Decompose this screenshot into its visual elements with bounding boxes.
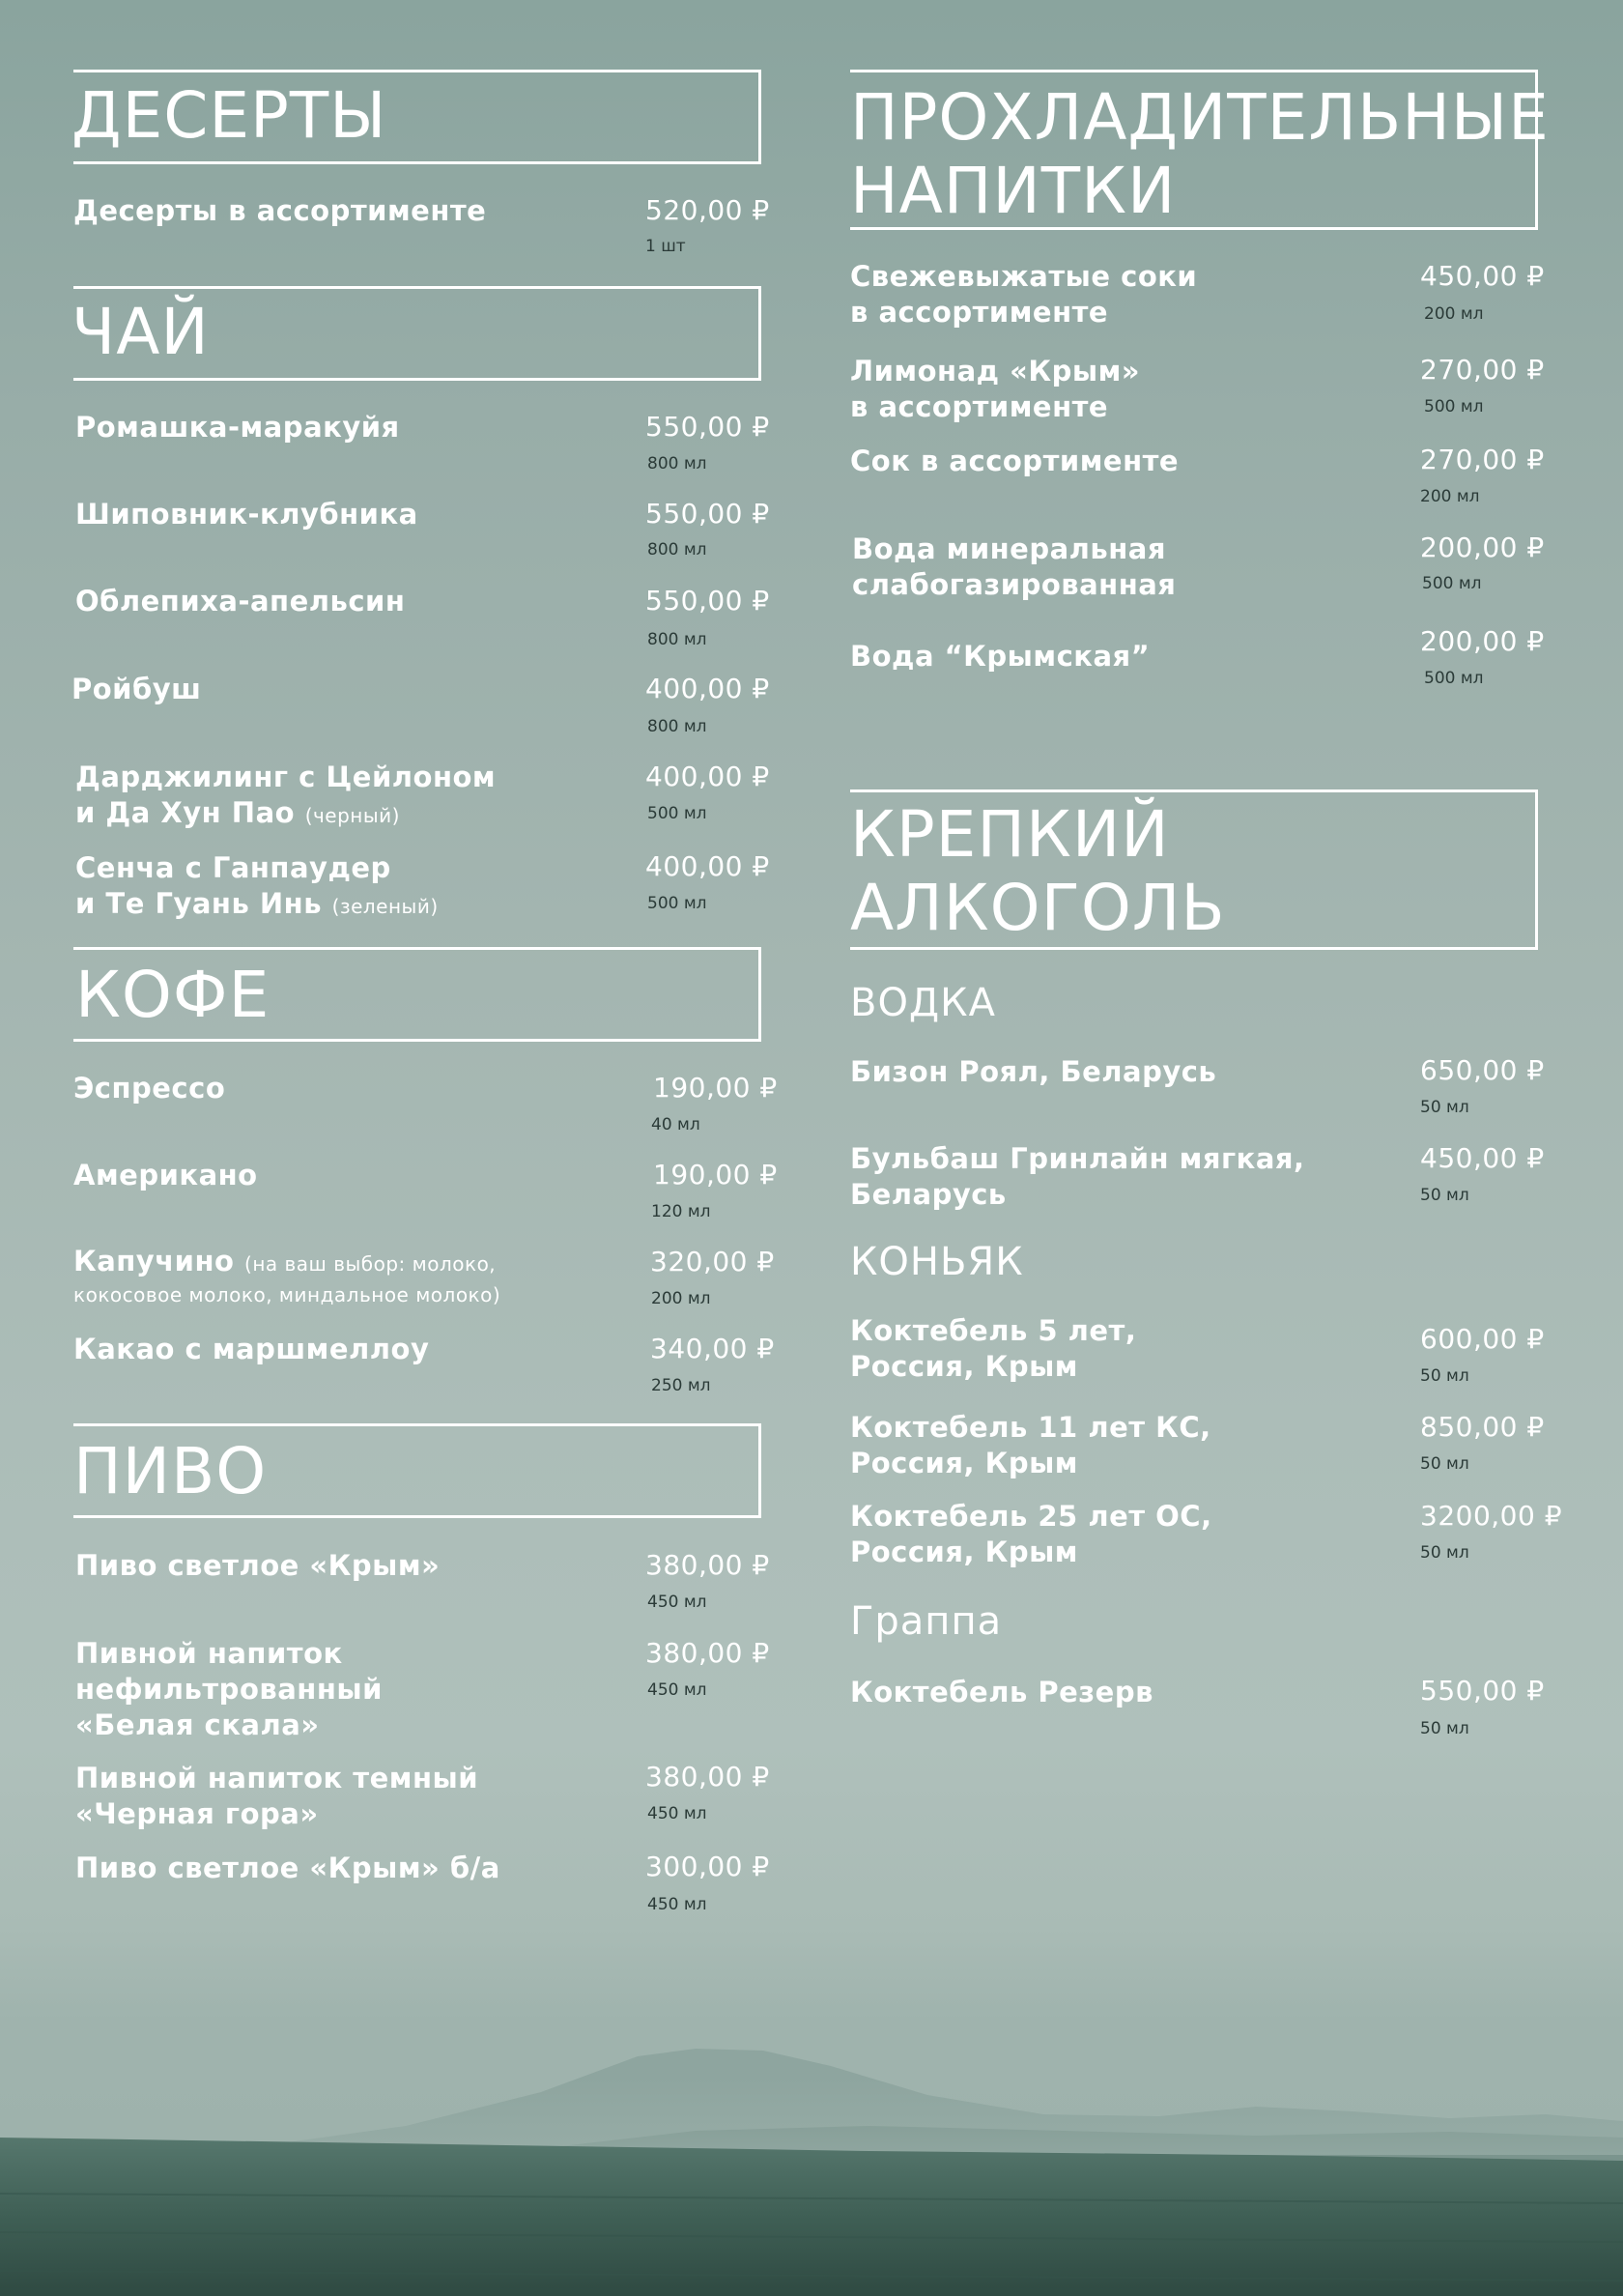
menu-item-price: 190,00 ₽: [653, 1159, 778, 1191]
menu-item-name-line: нефильтрованный: [75, 1673, 383, 1706]
menu-item-name: Коктебель Резерв: [850, 1676, 1153, 1708]
menu-item-name: [75, 760, 496, 834]
menu-item-portion: 200 мл: [651, 1289, 711, 1308]
menu-item-price: 400,00 ₽: [645, 673, 770, 704]
vodka-subheading: ВОДКА: [850, 981, 996, 1025]
menu-item-portion: 800 мл: [647, 717, 707, 736]
menu-item-price: 380,00 ₽: [645, 1549, 770, 1581]
menu-item-portion: 200 мл: [1420, 487, 1480, 506]
menu-item-portion: 50 мл: [1420, 1186, 1469, 1205]
menu-item-name-line: Свежевыжатые соки: [850, 260, 1198, 293]
menu-item-name-line: Россия, Крым: [850, 1535, 1079, 1568]
menu-item-name: [852, 531, 1176, 603]
menu-item-price: 550,00 ₽: [1420, 1675, 1545, 1707]
menu-item-portion: 450 мл: [647, 1593, 707, 1612]
menu-item-price: 270,00 ₽: [1420, 444, 1545, 475]
menu-item-price: 200,00 ₽: [1420, 625, 1545, 657]
tea-heading: ЧАЙ: [71, 295, 210, 369]
menu-item-price: 550,00 ₽: [645, 585, 770, 617]
menu-item-price: 200,00 ₽: [1420, 531, 1545, 563]
grappa-subheading: Граппа: [850, 1599, 1003, 1644]
menu-item-portion: 50 мл: [1420, 1366, 1469, 1386]
menu-item-name-line: Бульбаш Гринлайн мягкая,: [850, 1142, 1305, 1175]
menu-item-portion: 450 мл: [647, 1895, 707, 1914]
menu-item-name: [75, 850, 439, 925]
menu-item-price: 320,00 ₽: [650, 1246, 775, 1277]
menu-item-name: Десерты в ассортименте: [73, 194, 487, 227]
menu-item-note: (зеленый): [331, 895, 439, 918]
menu-item-price: 450,00 ₽: [1420, 1142, 1545, 1174]
menu-item-name: Пиво светлое «Крым»: [75, 1549, 441, 1582]
menu-item-name: Ройбуш: [71, 673, 202, 705]
menu-item-price: 450,00 ₽: [1420, 260, 1545, 292]
menu-item-name-line: Сенча с Ганпаудер: [75, 851, 391, 884]
menu-item-name: [75, 1636, 383, 1743]
menu-item-price: 850,00 ₽: [1420, 1411, 1545, 1443]
menu-item-portion: 450 мл: [647, 1680, 707, 1700]
menu-item-portion: 50 мл: [1420, 1719, 1469, 1738]
soft-drinks-heading: [850, 81, 1550, 228]
menu-item-name-line: Лимонад «Крым»: [850, 355, 1141, 387]
menu-item-portion: 1 шт: [645, 237, 686, 256]
menu-item-name: Пиво светлое «Крым» б/а: [75, 1851, 500, 1884]
menu-item-portion: 500 мл: [1422, 574, 1482, 593]
menu-item-name-line: Беларусь: [850, 1178, 1007, 1211]
menu-item-portion: 500 мл: [1424, 397, 1484, 416]
menu-item-name-line: Капучино: [73, 1245, 235, 1277]
menu-item-name-line: Пивной напиток: [75, 1637, 343, 1670]
menu-item-price: 400,00 ₽: [645, 761, 770, 792]
menu-item-portion: 450 мл: [647, 1804, 707, 1823]
menu-item-name-line: слабогазированная: [852, 568, 1177, 601]
menu-item-portion: 50 мл: [1420, 1454, 1469, 1474]
menu-item-name: Шиповник-клубника: [75, 498, 418, 531]
heading-line: НАПИТКИ: [850, 154, 1177, 228]
menu-item-name: [73, 1244, 500, 1307]
menu-item-price: 400,00 ₽: [645, 850, 770, 882]
desserts-heading: ДЕСЕРТЫ: [71, 78, 387, 153]
menu-item-portion: 120 мл: [651, 1202, 711, 1221]
menu-item-name-line: «Белая скала»: [75, 1708, 320, 1741]
beer-heading: ПИВО: [73, 1434, 268, 1508]
menu-item-portion: 800 мл: [647, 454, 707, 474]
menu-item-name-line: Россия, Крым: [850, 1447, 1079, 1479]
menu-item-name: Сок в ассортименте: [850, 445, 1180, 477]
menu-item-portion: 250 мл: [651, 1376, 711, 1395]
coffee-heading: КОФЕ: [75, 958, 270, 1032]
menu-item-portion: 500 мл: [647, 894, 707, 913]
menu-item-name: [850, 1313, 1136, 1385]
menu-item-price: 380,00 ₽: [645, 1761, 770, 1793]
menu-item-name: Эспрессо: [73, 1072, 226, 1105]
menu-item-name: [850, 354, 1140, 425]
menu-item-price: 3200,00 ₽: [1420, 1500, 1563, 1532]
menu-item-name-line: Коктебель 5 лет,: [850, 1314, 1137, 1347]
menu-item-name-line: Коктебель 25 лет ОС,: [850, 1500, 1212, 1533]
menu-item-name-line: в ассортименте: [850, 296, 1109, 329]
menu-item-name: Вода “Крымская”: [850, 640, 1151, 673]
menu-item-price: 380,00 ₽: [645, 1637, 770, 1669]
menu-item-portion: 40 мл: [651, 1115, 700, 1134]
menu-item-price: 650,00 ₽: [1420, 1054, 1545, 1086]
menu-item-note: (на ваш выбор: молоко,: [244, 1252, 497, 1276]
menu-item-name: Какао с маршмеллоу: [73, 1333, 430, 1365]
menu-item-name-line: и Те Гуань Инь: [75, 887, 323, 920]
menu-item-name-line: Дарджилинг с Цейлоном: [75, 761, 497, 793]
menu-item-portion: 50 мл: [1420, 1543, 1469, 1563]
cognac-subheading: КОНЬЯК: [850, 1240, 1024, 1284]
menu-item-note: кокосовое молоко, миндальное молоко): [73, 1283, 501, 1306]
menu-item-portion: 500 мл: [647, 804, 707, 823]
menu-item-name: [850, 259, 1197, 330]
menu-item-name-line: Коктебель 11 лет КС,: [850, 1411, 1211, 1444]
menu-item-name-line: Вода минеральная: [852, 532, 1166, 565]
menu-item-portion: 200 мл: [1424, 304, 1484, 324]
menu-item-name: [850, 1499, 1212, 1570]
menu-item-name: Бизон Роял, Беларусь: [850, 1055, 1217, 1088]
menu-item-price: 550,00 ₽: [645, 498, 770, 530]
menu-item-name: Ромашка-маракуйя: [75, 411, 400, 444]
menu-item-name-line: в ассортименте: [850, 390, 1109, 423]
menu-item-portion: 500 мл: [1424, 669, 1484, 688]
menu-item-portion: 800 мл: [647, 540, 707, 560]
menu-item-name: Американо: [73, 1159, 258, 1191]
heading-line: КРЕПКИЙ: [850, 797, 1170, 872]
menu-item-name: [850, 1141, 1305, 1213]
menu-item-price: 270,00 ₽: [1420, 354, 1545, 386]
menu-item-portion: 50 мл: [1420, 1098, 1469, 1117]
menu-item-name: [850, 1410, 1211, 1481]
menu-item-name: Облепиха-апельсин: [75, 585, 406, 617]
menu-item-name-line: «Черная гора»: [75, 1797, 319, 1830]
menu-item-price: 340,00 ₽: [650, 1333, 775, 1364]
menu-item-price: 600,00 ₽: [1420, 1323, 1545, 1355]
menu-item-price: 300,00 ₽: [645, 1851, 770, 1882]
heading-line: АЛКОГОЛЬ: [850, 871, 1226, 945]
menu-item-name-line: Пивной напиток темный: [75, 1762, 479, 1794]
menu-item-name: [75, 1761, 478, 1832]
menu-item-note: (черный): [304, 804, 400, 827]
menu-item-price: 550,00 ₽: [645, 411, 770, 443]
menu-item-price: 520,00 ₽: [645, 194, 770, 226]
spirits-heading: [850, 798, 1226, 945]
menu-item-price: 190,00 ₽: [653, 1072, 778, 1104]
menu-item-name-line: Россия, Крым: [850, 1350, 1079, 1383]
heading-line: ПРОХЛАДИТЕЛЬНЫЕ: [850, 80, 1550, 155]
menu-item-name-line: и Да Хун Пао: [75, 796, 296, 829]
menu-item-portion: 800 мл: [647, 630, 707, 649]
